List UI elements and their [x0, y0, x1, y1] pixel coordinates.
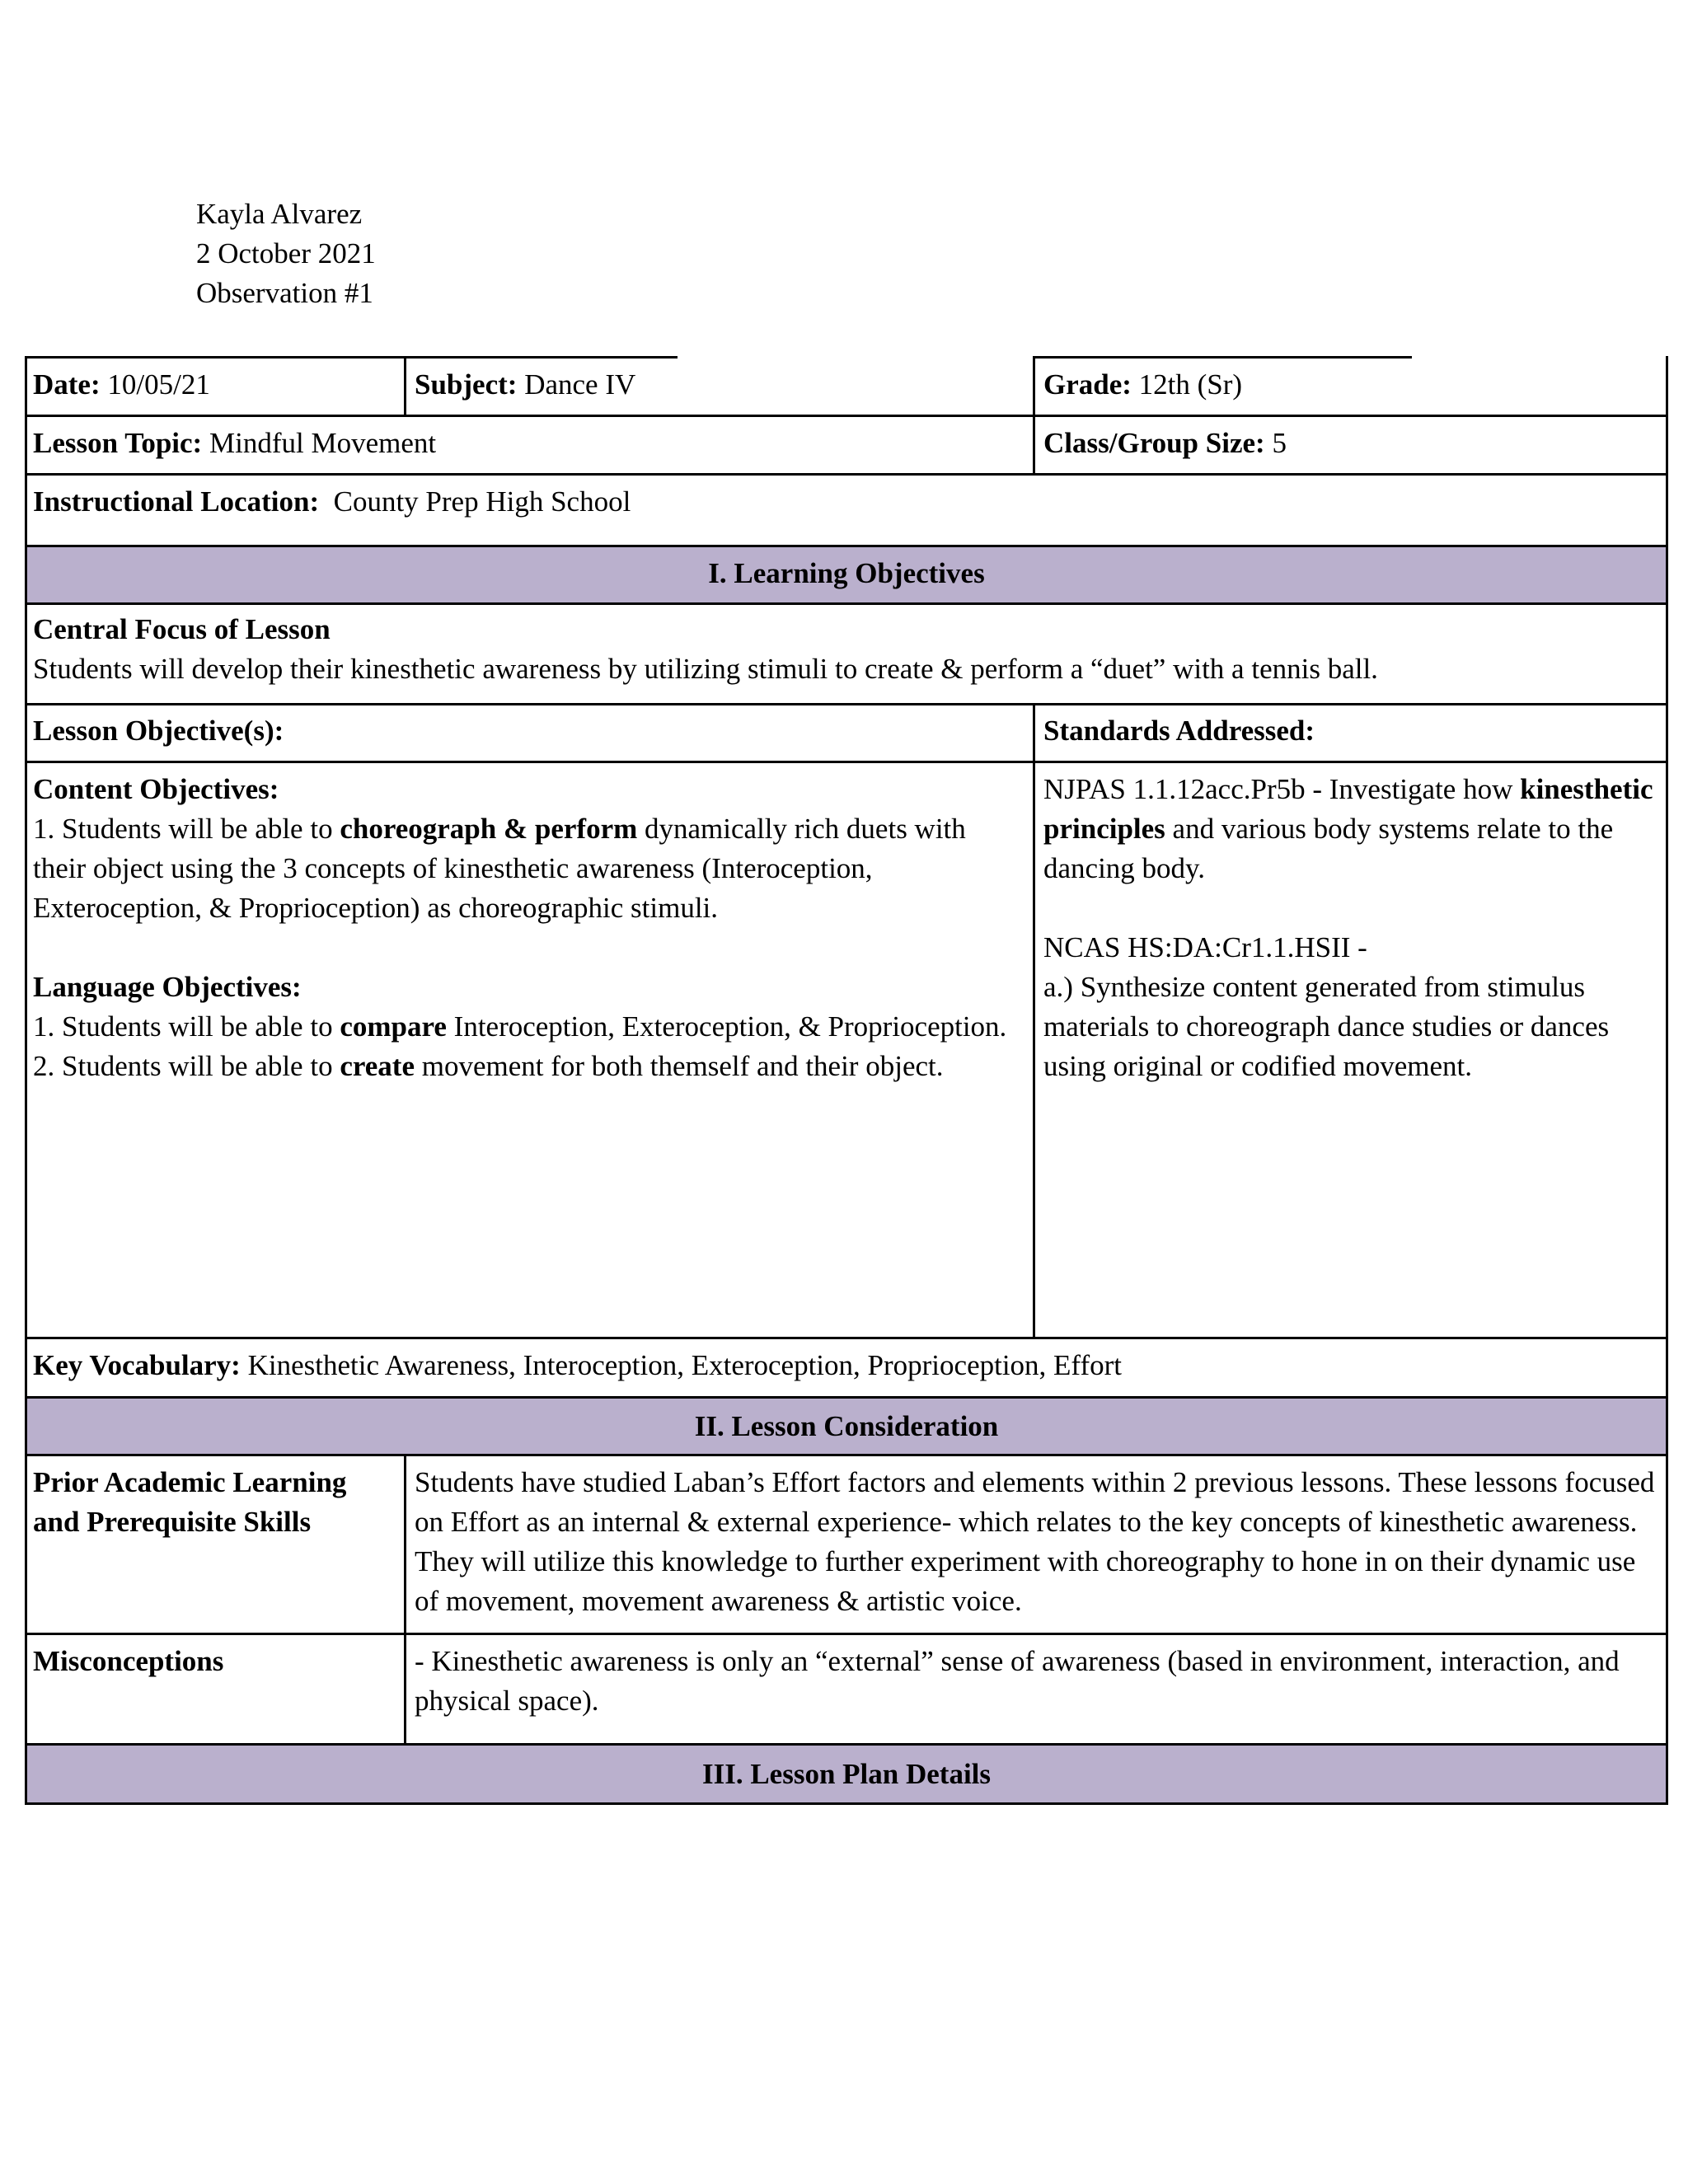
- spacer: [1043, 888, 1657, 928]
- misconceptions-text: - Kinesthetic awareness is only an “external” sense of awareness (based in environment, interaction, and physical space).: [415, 1645, 1620, 1717]
- header-date: 2 October 2021: [196, 237, 376, 269]
- section-title: III. Lesson Plan Details: [701, 1758, 992, 1790]
- instructional-location-cell: [25, 476, 1668, 545]
- grid-line: [25, 703, 1668, 705]
- observation-number: Observation #1: [196, 277, 373, 309]
- location-label: Instructional Location:: [33, 485, 320, 518]
- grid-line: [1666, 356, 1668, 1805]
- author-name: Kayla Alvarez: [196, 198, 363, 230]
- misconceptions-label: Misconceptions: [33, 1645, 224, 1677]
- location-value: County Prep High School: [319, 485, 631, 518]
- text-run: Interoception, Exteroception, & Proprioception.: [446, 1010, 1007, 1043]
- grade-cell: [1035, 359, 1668, 416]
- subject-cell: [406, 359, 1057, 416]
- lesson-topic-label: Lesson Topic:: [33, 427, 203, 459]
- section-lesson-consideration-header: [25, 1398, 1668, 1455]
- section-title: I. Learning Objectives: [708, 557, 985, 589]
- standard-ncas-code: NCAS HS:DA:Cr1.1.HSII -: [1043, 931, 1367, 963]
- grid-line: [1033, 356, 1412, 359]
- class-size-label: Class/Group Size:: [1043, 427, 1265, 459]
- text-run-bold: choreograph & perform: [340, 813, 638, 845]
- grid-line: [1033, 703, 1035, 1339]
- grid-line: [25, 356, 27, 1805]
- grid-line: [25, 356, 678, 359]
- text-run-bold: create: [340, 1050, 415, 1082]
- text-run: movement for both themself and their object.: [415, 1050, 944, 1082]
- text-run-bold: compare: [340, 1010, 447, 1043]
- language-objective-1: [33, 1007, 1021, 1047]
- grid-line: [25, 1337, 1668, 1339]
- spacer: [33, 928, 1021, 968]
- grid-line: [404, 356, 406, 417]
- language-objectives-label: Language Objectives:: [33, 971, 302, 1003]
- key-vocabulary-label: Key Vocabulary:: [33, 1349, 241, 1381]
- central-focus-cell: [25, 603, 1668, 704]
- grid-line: [25, 545, 1668, 547]
- class-size-cell: [1035, 417, 1668, 475]
- lesson-topic-cell: [25, 417, 1033, 475]
- subject-label: Subject:: [415, 368, 518, 401]
- grid-line: [25, 1802, 1668, 1805]
- grid-line: [25, 1633, 1668, 1635]
- grid-line: [25, 761, 1668, 763]
- key-vocabulary-value: Kinesthetic Awareness, Interoception, Exteroception, Proprioception, Effort: [240, 1349, 1122, 1381]
- grid-line: [1033, 356, 1035, 476]
- grid-line: [25, 473, 1668, 476]
- standard-ncas-text: a.) Synthesize content generated from stimulus materials to choreograph dance studies or dances using original or codified movement.: [1043, 971, 1610, 1082]
- standard-njpas: [1043, 770, 1657, 888]
- grid-line: [404, 1454, 406, 1746]
- grade-label: Grade:: [1043, 368, 1132, 401]
- content-objective-1: [33, 809, 1021, 928]
- text-run: 1. Students will be able to: [33, 813, 340, 845]
- section-title: II. Lesson Consideration: [694, 1410, 999, 1442]
- grid-line: [25, 602, 1668, 605]
- grid-line: [25, 1743, 1668, 1746]
- standards-header: Standards Addressed:: [1043, 715, 1315, 747]
- central-focus-text: Students will develop their kinesthetic awareness by utilizing stimuli to create & perform a “duet” with a tennis ball.: [33, 653, 1378, 685]
- date-label: Date:: [33, 368, 101, 401]
- prior-learning-label: Prior Academic Learning and Prerequisite Skills: [33, 1466, 347, 1538]
- section-learning-objectives-header: [25, 545, 1668, 602]
- date-cell: [25, 359, 404, 416]
- grid-line: [25, 415, 1668, 417]
- text-run: NJPAS 1.1.12acc.Pr5b - Investigate how: [1043, 773, 1521, 805]
- grade-value: 12th (Sr): [1131, 368, 1243, 401]
- key-vocabulary-cell: [25, 1339, 1668, 1397]
- standards-content: [1035, 763, 1668, 1338]
- text-run: dynamically rich duets with their object using the 3 concepts of kinesthetic awareness (Interoception, Exteroception, & Proprioception) as choreographic stimuli.: [33, 813, 966, 924]
- grid-line: [25, 1454, 1668, 1456]
- text-run: and various body systems relate to the dancing body.: [1043, 813, 1614, 884]
- central-focus-label: Central Focus of Lesson: [33, 613, 331, 645]
- date-value: 10/05/21: [100, 368, 210, 401]
- prior-learning-text: Students have studied Laban’s Effort factors and elements within 2 previous lessons. These lessons focused on Effort as an internal & external experience- which relates to the key concepts of kinesthetic awareness. They will utilize this knowledge to further experiment with choreography to hone in on their dynamic use of movement, movement awareness & artistic voice.: [415, 1466, 1655, 1617]
- subject-value: Dance IV: [517, 368, 636, 401]
- lesson-objectives-header: Lesson Objective(s):: [33, 715, 284, 747]
- class-size-value: 5: [1264, 427, 1287, 459]
- lesson-topic-value: Mindful Movement: [202, 427, 437, 459]
- text-run: 2. Students will be able to: [33, 1050, 340, 1082]
- document-header: [196, 194, 376, 313]
- text-run: 1. Students will be able to: [33, 1010, 340, 1043]
- language-objective-2: [33, 1047, 1021, 1086]
- objectives-content: [25, 763, 1033, 1338]
- content-objectives-label: Content Objectives:: [33, 773, 279, 805]
- section-lesson-plan-details-header: [25, 1746, 1668, 1804]
- text-run-bold: kinesthetic principles: [1043, 773, 1653, 845]
- grid-line: [25, 1396, 1668, 1399]
